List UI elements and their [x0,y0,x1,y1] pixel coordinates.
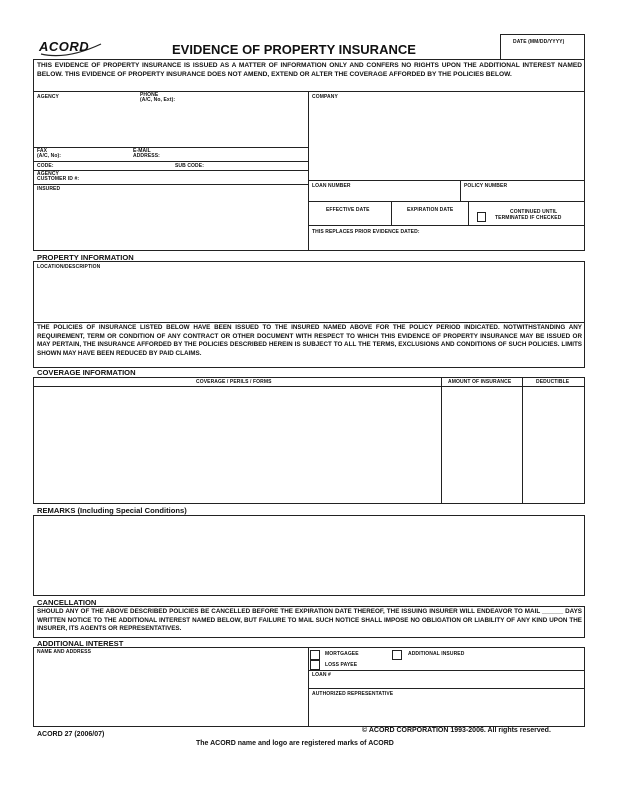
location-label: LOCATION/DESCRIPTION [37,264,101,270]
page-title: EVIDENCE OF PROPERTY INSURANCE [172,42,416,57]
continued-until-checkbox[interactable] [477,212,486,222]
loss-payee-checkbox[interactable] [310,660,320,670]
amount-field[interactable] [443,388,520,502]
insured-field[interactable] [35,194,305,249]
deductible-field[interactable] [524,388,583,502]
subcode-label: SUB CODE: [175,163,204,169]
mortgagee-checkbox[interactable] [310,650,320,660]
name-address-field[interactable] [35,657,305,725]
policy-number-label: POLICY NUMBER [464,183,508,189]
fax-label: FAX [37,148,48,154]
phone-label: PHONE [140,92,159,98]
cancellation-box [33,606,585,638]
additional-insured-checkbox[interactable] [392,650,402,660]
insured-label: INSURED [37,186,61,192]
coverage-field[interactable] [35,388,439,502]
effective-date-label: EFFECTIVE DATE [326,207,370,213]
property-section-title: PROPERTY INFORMATION [37,253,134,262]
date-label: DATE (MM/DD/YYYY) [513,39,565,45]
remarks-box[interactable] [33,515,585,596]
company-field[interactable] [310,102,582,178]
customer-id-label-1: AGENCY [37,171,59,177]
customer-id-label-2: CUSTOMER ID #: [37,176,80,182]
coverage-col-header: COVERAGE / PERILS / FORMS [196,379,272,385]
continued-label-1: CONTINUED UNTIL [510,209,558,215]
email-sub-label: ADDRESS: [133,153,160,159]
replaces-label: THIS REPLACES PRIOR EVIDENCE DATED: [312,229,420,235]
location-field[interactable] [35,272,583,320]
date-box[interactable] [500,34,585,60]
deductible-col-header: DEDUCTIBLE [536,379,570,385]
copyright: © ACORD CORPORATION 1993-2006. All rights reserved. [362,727,551,734]
acord-logo [37,38,105,58]
authorized-rep-field[interactable] [310,699,582,725]
policies-notice-text: THE POLICIES OF INSURANCE LISTED BELOW HAVE BEEN ISSUED TO THE INSURED NAMED ABOVE FOR THE POLICY PERIOD INDICATED. NOTWITHSTANDING ANY REQUIREMENT, TERM OR CONDITION OF ANY CONTRACT OR OTHER DOCUMENT WITH RESPECT TO WHICH THIS EVIDENCE OF PROPERTY INSURANCE MAY BE ISSUED OR MAY PERTAIN, THE INSURANCE AFFORDED BY THE POLICIES DESCRIBED HEREIN IS SUBJECT TO ALL THE TERMS, EXCLUSIONS AND CONDITIONS OF SUCH POLICIES. LIMITS SHOWN MAY HAVE BEEN REDUCED BY PAID CLAIMS. [37,324,582,357]
remarks-section-title: REMARKS (Including Special Conditions) [37,506,187,515]
loss-payee-label: LOSS PAYEE [325,662,358,668]
loan-field[interactable] [310,679,582,687]
loan-number-label: LOAN NUMBER [312,183,351,189]
fax-sub-label: (A/C, No): [37,153,62,159]
phone-sub-label: (A/C, No, Ext): [140,97,176,103]
authorized-rep-label: AUTHORIZED REPRESENTATIVE [312,691,394,697]
notice-text: THIS EVIDENCE OF PROPERTY INSURANCE IS ISSUED AS A MATTER OF INFORMATION ONLY AND CONFERS NO RIGHTS UPON THE ADDITIONAL INTEREST NAMED BELOW. THIS EVIDENCE OF PROPERTY INSURANCE DOES NOT AMEND, EXTEND OR ALTER THE COVERAGE AFFORDED BY THE POLICIES BELOW. [37,62,582,78]
amount-col-header: AMOUNT OF INSURANCE [448,379,512,385]
cancellation-text: SHOULD ANY OF THE ABOVE DESCRIBED POLICIES BE CANCELLED BEFORE THE EXPIRATION DATE THEREOF, THE ISSUING INSURER WILL ENDEAVOR TO MAIL ______ DAYS WRITTEN NOTICE TO THE ADDITIONAL INTEREST NAMED BELOW, BUT FAILURE TO MAIL SUCH NOTICE SHALL IMPOSE NO OBLIGATION OR LIABILITY OF ANY KIND UPON THE INSURER, ITS AGENTS OR REPRESENTATIVES. [37,608,582,633]
acord-logo-text: ACORD [39,39,90,54]
cancellation-section-title: CANCELLATION [37,598,97,607]
expiration-date-label: EXPIRATION DATE [407,207,454,213]
email-label: E-MAIL [133,148,151,154]
company-label: COMPANY [312,94,338,100]
agency-label: AGENCY [37,94,59,100]
additional-interest-section-title: ADDITIONAL INTEREST [37,639,124,648]
notice-box [33,59,585,92]
form-number: ACORD 27 (2006/07) [37,731,105,738]
continued-label-2: TERMINATED IF CHECKED [495,215,562,221]
coverage-section-title: COVERAGE INFORMATION [37,368,136,377]
agency-field[interactable] [35,104,305,146]
name-address-label: NAME AND ADDRESS [37,649,92,655]
code-label: CODE: [37,163,54,169]
loan-label: LOAN # [312,672,331,678]
mortgagee-label: MORTGAGEE [325,651,359,657]
additional-insured-label: ADDITIONAL INSURED [408,651,465,657]
trademark: The ACORD name and logo are registered marks of ACORD [196,740,394,747]
